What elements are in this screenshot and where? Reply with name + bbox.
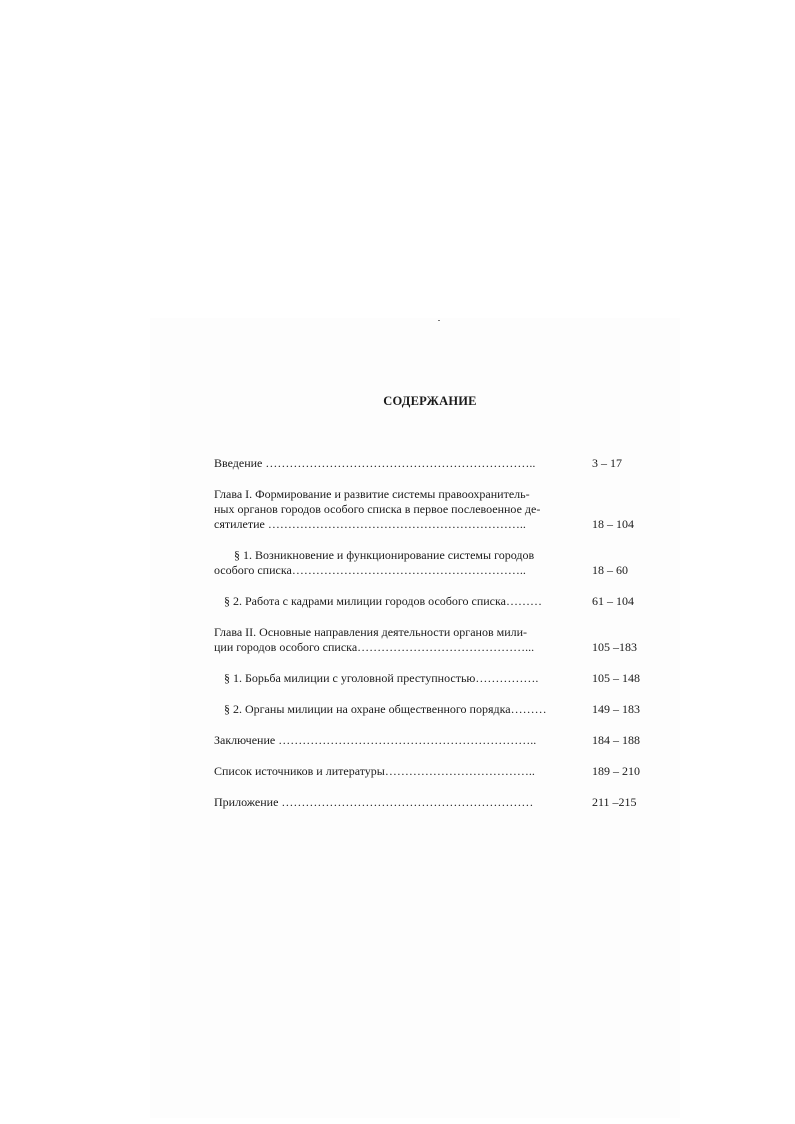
toc-entry-text: Глава II. Основные направления деятельности органов мили- ции городов особого списка……………………………………... xyxy=(214,625,535,654)
toc-entry-pages: 184 – 188 xyxy=(592,733,640,747)
toc-entry-text: Введение ………………………………………………………….. xyxy=(214,456,536,470)
toc-entry-text: Глава I. Формирование и развитие системы правоохранитель- ных органов городов особого списка в первое послевоенное де- сятилетие ……………………………………………………….. xyxy=(214,487,541,531)
toc-entry-chapter-2-section-2 xyxy=(214,702,646,717)
toc-entry-text: § 1. Возникновение и функционирование системы городов особого списка………………………………………………….. xyxy=(214,548,535,577)
toc-entry-text: § 1. Борьба милиции с уголовной преступностью……………. xyxy=(224,671,539,685)
toc-entry-appendix xyxy=(214,795,646,810)
toc-entry-pages: 3 – 17 xyxy=(592,456,622,470)
toc-entry-pages: 211 –215 xyxy=(592,795,637,809)
toc-entry-text: Список источников и литературы……………………………….. xyxy=(214,764,535,778)
toc-entry-pages: 105 –183 xyxy=(592,640,637,654)
toc-entry-chapter-1-section-2 xyxy=(214,594,646,609)
toc-entry-pages: 18 – 60 xyxy=(592,563,628,577)
toc-entry-chapter-2 xyxy=(214,625,646,655)
toc-entry-pages: 61 – 104 xyxy=(592,594,634,608)
document-title: СОДЕРЖАНИЕ xyxy=(383,394,477,408)
toc-entry-pages: 149 – 183 xyxy=(592,702,640,716)
scan-speck xyxy=(438,320,440,321)
toc-entry-introduction xyxy=(214,456,646,471)
toc-entry-chapter-1-section-1 xyxy=(214,548,646,578)
toc-entry-pages: 189 – 210 xyxy=(592,764,640,778)
toc-entry-pages: 18 – 104 xyxy=(592,517,634,531)
table-of-contents xyxy=(214,456,646,810)
toc-entry-pages: 105 – 148 xyxy=(592,671,640,685)
toc-entry-text: § 2. Органы милиции на охране общественного порядка……… xyxy=(224,702,547,716)
toc-entry-bibliography xyxy=(214,764,646,779)
toc-entry-text: § 2. Работа с кадрами милиции городов особого списка……… xyxy=(224,594,542,608)
toc-entry-conclusion xyxy=(214,733,646,748)
toc-entry-text: Приложение ……………………………………………………… xyxy=(214,795,534,809)
toc-entry-chapter-2-section-1 xyxy=(214,671,646,686)
toc-entry-text: Заключение ……………………………………………………….. xyxy=(214,733,537,747)
toc-entry-chapter-1 xyxy=(214,487,646,532)
